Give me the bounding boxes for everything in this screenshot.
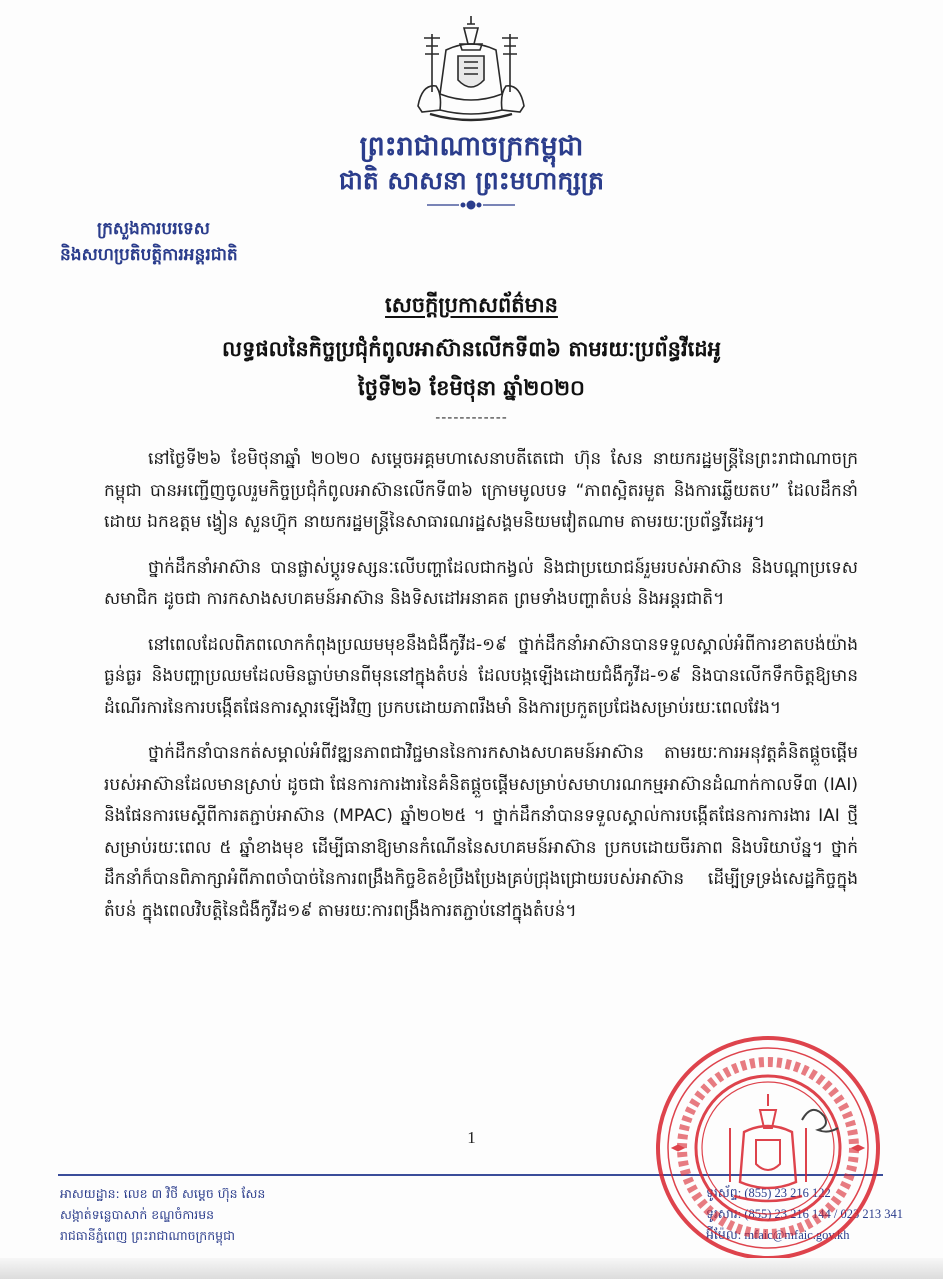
footer-address <box>60 1183 265 1246</box>
paragraph: ថ្នាក់ដឹកនាំបានកត់សម្គាល់អំពីវឌ្ឍនភាពជាវិជ្ជមាននៃការកសាងសហគមន៍អាស៊ាន តាមរយៈការអនុវត្តគំនិតផ្តួចផ្តើមរបស់អាស៊ានដែលមានស្រាប់ ដូចជា ផែនការការងារនៃគំនិតផ្តួចផ្តើមសម្រាប់សមាហរណកម្មអាស៊ានដំណាក់កាលទី៣ (IAI) និងផែនការមេស្តីពីការតភ្ជាប់អាស៊ាន (MPAC) ឆ្នាំ២០២៥ ។ ថ្នាក់ដឹកនាំបានទទួលស្គាល់ការបង្កើតផែនការការងារ IAI ថ្មី សម្រាប់រយៈពេល ៥ ឆ្នាំខាងមុខ ដើម្បីធានាឱ្យមានកំណើននៃសហគមន៍អាស៊ាន ប្រកបដោយចីរភាព និងបរិយាប័ន្ន។ ថ្នាក់ដឹកនាំក៏បានពិភាក្សាអំពីភាពចាំបាច់នៃការពង្រឹងកិច្ចខិតខំប្រឹងប្រែងគ្រប់ជ្រុងជ្រោយរបស់អាស៊ាន ដើម្បីទ្រទ្រង់សេដ្ឋកិច្ចក្នុងតំបន់ ក្នុងពេលវិបត្តិនៃជំងឺកូវីដ១៩ តាមរយៈការពង្រឹងការតភ្ជាប់នៅក្នុងតំបន់។ <box>104 743 858 921</box>
document-title-text: សេចក្តីប្រកាសព័ត៌មាន <box>385 293 558 317</box>
title-separator: ------------ <box>435 410 508 426</box>
ornament-divider-icon <box>425 198 517 212</box>
email-address: អ៊ីម៉ែល: mfaic@mfaic.gov.kh <box>706 1228 850 1242</box>
address-line: សង្កាត់ទន្លេបាសាក់ ខណ្ឌចំការមន <box>60 1207 215 1222</box>
ministry-name-line1: ក្រសួងការបរទេស <box>97 219 210 239</box>
document-date: ថ្ងៃទី២៦ ខែមិថុនា ឆ្នាំ២០២០ <box>358 376 585 400</box>
document-subtitle: លទ្ធផលនៃកិច្ចប្រជុំកំពូលអាស៊ានលើកទី៣៦ តាមរយៈប្រព័ន្ធវីដេអូ <box>222 337 721 361</box>
page-number: 1 <box>467 1128 476 1147</box>
paragraph: នៅពេលដែលពិភពលោកកំពុងប្រឈមមុខនឹងជំងឺកូវីដ-១៩ ថ្នាក់ដឹកនាំអាស៊ានបានទទួលស្គាល់អំពីការខាតបង់យ៉ាងធ្ងន់ធ្ងរ និងបញ្ហាប្រឈមដែលមិនធ្លាប់មានពីមុននៅក្នុងតំបន់ ដែលបង្កឡើងដោយជំងឺកូវីដ-១៩ និងបានលើកទឹកចិត្តឱ្យមានដំណើរការនៃការបង្កើតផែនការស្តារឡើងវិញ ប្រកបដោយភាពរឹងមាំ និងការប្រកួតប្រជែងសម្រាប់រយៈពេលវែង។ <box>104 634 858 718</box>
paragraph: នៅថ្ងៃទី២៦ ខែមិថុនាឆ្នាំ ២០២០ សម្តេចអគ្គមហាសេនាបតីតេជោ ហ៊ុន សែន នាយករដ្ឋមន្ត្រីនៃព្រះរាជាណាចក្រកម្ពុជា បានអញ្ជើញចូលរួមកិច្ចប្រជុំកំពូលអាស៊ានលើកទី៣៦ ក្រោមមូលបទ “ភាពស្អិតរមួត និងការឆ្លើយតប” ដែលដឹកនាំដោយ ឯកឧត្តម ង្វៀន សួនហ៊្វុក នាយករដ្ឋមន្ត្រីនៃសាធារណរដ្ឋសង្គមនិយមវៀតណាម តាមរយៈប្រព័ន្ធវីដេអូ។ <box>104 449 858 532</box>
ministry-name-line2: និងសហប្រតិបត្តិការអន្តរជាតិ <box>60 245 238 265</box>
official-seal-icon <box>652 1032 884 1264</box>
address-line: រាជធានីភ្នំពេញ ព្រះរាជាណាចក្រកម្ពុជា <box>60 1228 235 1243</box>
phone-number: ទូរស័ព្ទ: (855) 23 216 122 <box>706 1186 831 1200</box>
national-motto: ជាតិ សាសនា ព្រះមហាក្សត្រ <box>339 166 604 195</box>
fax-number: ទូរសារ: (855) 23 216 144 / 023 213 341 <box>706 1207 904 1221</box>
royal-coat-of-arms-icon <box>410 14 532 126</box>
body-text <box>104 444 858 941</box>
paragraph: ថ្នាក់ដឹកនាំអាស៊ាន បានផ្លាស់ប្តូរទស្សនៈលើបញ្ហាដែលជាកង្វល់ និងជាប្រយោជន៍រួមរបស់អាស៊ាន និងបណ្តាប្រទេសសមាជិក ដូចជា ការកសាងសហគមន៍អាស៊ាន និងទិសដៅអនាគត ព្រមទាំងបញ្ហាតំបន់ និងអន្តរជាតិ។ <box>104 557 858 609</box>
kingdom-name: ព្រះរាជាណាចក្រកម្ពុជា <box>359 131 584 162</box>
document-title <box>0 292 943 318</box>
address-line: អាសយដ្ឋាន: លេខ ៣ វិថី សម្តេច ហ៊ុន សែន <box>60 1186 266 1201</box>
scan-bottom-edge <box>0 1258 943 1279</box>
